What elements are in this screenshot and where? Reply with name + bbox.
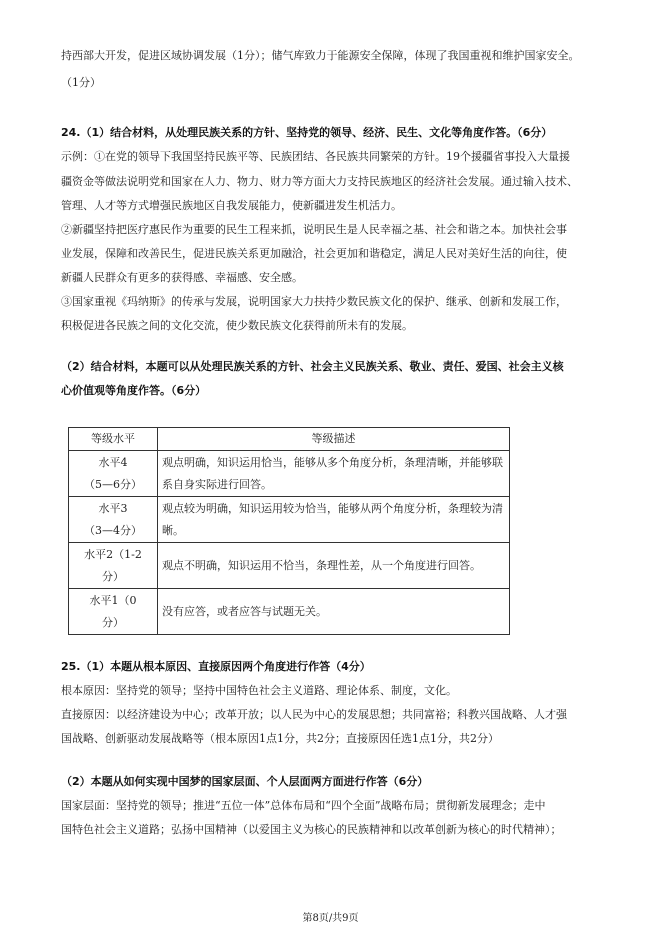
description-cell: 观点明确，知识运用恰当，能够从多个角度分析，条理清晰，并能够联系自身实际进行回答。 bbox=[158, 451, 510, 497]
intro-line-1: 持西部大开发，促进区域协调发展（1分）；储气库致力于能源安全保障，体现了我国重视和维护国家安全。 bbox=[61, 49, 580, 62]
q25-section bbox=[61, 656, 609, 749]
q25-direct-cause-line1: 直接原因：以经济建设为中心；改革开放；以人民为中心的发展思想；共同富裕；科教兴国战略、人才强 bbox=[61, 708, 567, 721]
q24-point2-line2: 业发展，保障和改善民生，促进民族关系更加融洽，社会更加和谐稳定，满足人民对美好生活的向往，使 bbox=[61, 247, 567, 260]
q25-direct-cause-line2: 国战略、创新驱动发展战略等（根本原因1点1分，共2分；直接原因任选1点1分，共2分） bbox=[61, 732, 499, 745]
level-cell bbox=[69, 497, 158, 543]
intro-line-2: （1分） bbox=[61, 76, 101, 89]
level-cell bbox=[69, 543, 158, 589]
level-name: 水平3 bbox=[98, 501, 128, 515]
grading-table-header bbox=[69, 428, 510, 451]
page-number: 第8页/共9页 bbox=[302, 913, 359, 924]
q24-point3-line1: ③国家重视《玛纳斯》的传承与发展，说明国家大力扶持少数民族文化的保护、继承、创新和发展工作， bbox=[61, 295, 567, 308]
level-name: 水平1（0 bbox=[89, 593, 137, 607]
q24-point1-line3: 管理、人才等方式增强民族地区自我发展能力，使新疆进发生机活力。 bbox=[61, 199, 402, 212]
grading-table bbox=[68, 427, 510, 635]
table-row bbox=[69, 589, 510, 635]
level-cell bbox=[69, 589, 158, 635]
q25-part2 bbox=[61, 771, 609, 840]
level-name: 水平4 bbox=[98, 455, 128, 469]
header-level: 等级水平 bbox=[69, 428, 158, 451]
header-description: 等级描述 bbox=[158, 428, 510, 451]
table-row bbox=[69, 451, 510, 497]
level-score: （3—4分） bbox=[84, 523, 142, 537]
level-score: （5—6分） bbox=[84, 477, 142, 491]
q24-part1-heading: 24.（1）结合材料，从处理民族关系的方针、坚持党的领导、经济、民生、文化等角度作答。（6分） bbox=[61, 126, 553, 139]
description-cell: 观点不明确，知识运用不恰当，条理性差，从一个角度进行回答。 bbox=[158, 543, 510, 589]
level-name: 水平2（1-2 bbox=[84, 547, 142, 561]
table-row bbox=[69, 543, 510, 589]
level-score: 分） bbox=[102, 615, 124, 629]
intro-continuation bbox=[61, 45, 609, 93]
level-cell bbox=[69, 451, 158, 497]
q25-national-line2: 国特色社会主义道路；弘扬中国精神（以爱国主义为核心的民族精神和以改革创新为核心的时代精神）； bbox=[61, 823, 562, 836]
q24-point2-line3: 新疆人民群众有更多的获得感、幸福感、安全感。 bbox=[61, 271, 303, 284]
q24-part2-heading bbox=[61, 356, 609, 401]
q24-part2-heading-line2: 心价值观等角度作答。（6分） bbox=[61, 384, 207, 397]
q25-root-cause: 根本原因：坚持党的领导；坚持中国特色社会主义道路、理论体系、制度，文化。 bbox=[61, 684, 457, 697]
q24-point2-line1: ②新疆坚持把医疗惠民作为重要的民生工程来抓，说明民生是人民幸福之基、社会和谐之本。加快社会事 bbox=[61, 223, 567, 236]
q24-point3-line2: 积极促进各民族之间的文化交流，使少数民族文化获得前所未有的发展。 bbox=[61, 319, 413, 332]
description-cell: 观点较为明确，知识运用较为恰当，能够从两个角度分析，条理较为清晰。 bbox=[158, 497, 510, 543]
q25-part2-heading: （2）本题从如何实现中国梦的国家层面、个人层面两方面进行作答（6分） bbox=[61, 775, 429, 788]
q25-national-line1: 国家层面：坚持党的领导；推进“五位一体”总体布局和“四个全面”战略布局；贯彻新发展理念；走中 bbox=[61, 799, 546, 812]
q24-point1-line1: 示例：①在党的领导下我国坚持民族平等、民族团结、各民族共同繁荣的方针。19个援疆省事投入大量援 bbox=[61, 150, 570, 163]
q24-point1-line2: 疆资金等做法说明党和国家在人力、物力、财力等方面大力支持民族地区的经济社会发展。通过输入技术、 bbox=[61, 175, 578, 188]
table-row bbox=[69, 497, 510, 543]
q24-part2-heading-line1: （2）结合材料，本题可以从处理民族关系的方针、社会主义民族关系、敬业、责任、爱国、社会主义核 bbox=[61, 360, 564, 373]
description-cell: 没有应答，或者应答与试题无关。 bbox=[158, 589, 510, 635]
level-score: 分） bbox=[102, 569, 124, 583]
q24-section bbox=[61, 122, 609, 336]
q25-part1-heading: 25.（1）本题从根本原因、直接原因两个角度进行作答（4分） bbox=[61, 660, 371, 673]
